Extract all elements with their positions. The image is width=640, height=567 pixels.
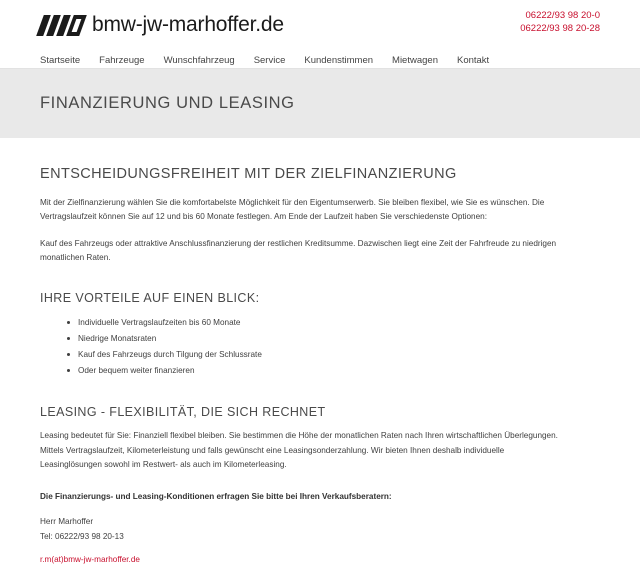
nav-item-kundenstimmen[interactable]: Kundenstimmen (304, 55, 374, 66)
main-navigation (40, 55, 600, 66)
contact-name: Herr Marhoffer (40, 517, 94, 527)
phone-link-main[interactable]: 06222/93 98 20-0 (525, 10, 600, 21)
contact-note: Die Finanzierungs- und Leasing-Konditionen erfragen Sie bitte bei Ihren Verkaufsberatern: (40, 492, 392, 502)
header-phone-numbers (520, 10, 600, 36)
vorteile-list (40, 315, 600, 379)
brand-logo-link[interactable] (40, 8, 600, 42)
nav-item-kontakt[interactable]: Kontakt (456, 55, 490, 66)
bmw-stripes-logo-icon (40, 15, 84, 36)
site-header (0, 0, 640, 68)
list-item: Individuelle Vertragslaufzeiten bis 60 Monate (78, 315, 600, 331)
nav-item-wunschfahrzeug[interactable]: Wunschfahrzeug (163, 55, 235, 66)
section-heading-zielfinanzierung: ENTSCHEIDUNGSFREIHEIT MIT DER ZIELFINANZIERUNG (40, 166, 457, 182)
nav-item-service[interactable]: Service (253, 55, 286, 66)
nav-item-startseite[interactable]: Startseite (40, 55, 81, 66)
page-title-band (0, 68, 640, 138)
contact-phone: Tel: 06222/93 98 20-13 (40, 532, 124, 542)
contact-email-link[interactable]: r.m(at)bmw-jw-marhoffer.de (40, 554, 140, 564)
section-heading-leasing: LEASING - FLEXIBILITÄT, DIE SICH RECHNET (40, 405, 326, 420)
paragraph-zielfinanzierung-2: Kauf des Fahrzeugs oder attraktive Anschlussfinanzierung der restlichen Kreditsumme. Dazwischen liegt eine Zeit der Fahrfreude zu niedrigen monatlichen Raten. (40, 238, 557, 263)
nav-item-mietwagen[interactable]: Mietwagen (392, 55, 438, 66)
paragraph-leasing: Leasing bedeutet für Sie: Finanziell flexibel bleiben. Sie bestimmen die Höhe der monatlichen Raten nach Ihren wirtschaftlichen Überlegungen. Mittels Vertragslaufzeit, Kilometerleistung und falls gewünscht eine Leasingsonderzahlung. Wir bieten Ihnen deshalb individuelle Leasinglösungen sowohl im Restwert- als auch im Kilometerleasing. (40, 431, 558, 469)
paragraph-zielfinanzierung-1: Mit der Zielfinanzierung wählen Sie die komfortabelste Möglichkeit für den Eigentumserwerb. Sie bleiben flexibel, wie Sie es wünschen. Die Vertragslaufzeit können Sie auf 12 und bis 60 Monate festlegen. Am Ende der Laufzeit haben Sie verschiedenste Optionen: (40, 198, 545, 222)
phone-link-secondary[interactable]: 06222/93 98 20-28 (520, 22, 600, 34)
list-item: Oder bequem weiter finanzieren (78, 363, 600, 379)
brand-name: bmw-jw-marhoffer.de (92, 13, 284, 36)
main-content (0, 138, 640, 567)
list-item: Niedrige Monatsraten (78, 331, 600, 347)
section-heading-vorteile: IHRE VORTEILE AUF EINEN BLICK: (40, 291, 260, 306)
page-title: FINANZIERUNG UND LEASING (40, 94, 295, 112)
nav-item-fahrzeuge[interactable]: Fahrzeuge (99, 55, 145, 66)
list-item: Kauf des Fahrzeugs durch Tilgung der Schlussrate (78, 347, 600, 363)
